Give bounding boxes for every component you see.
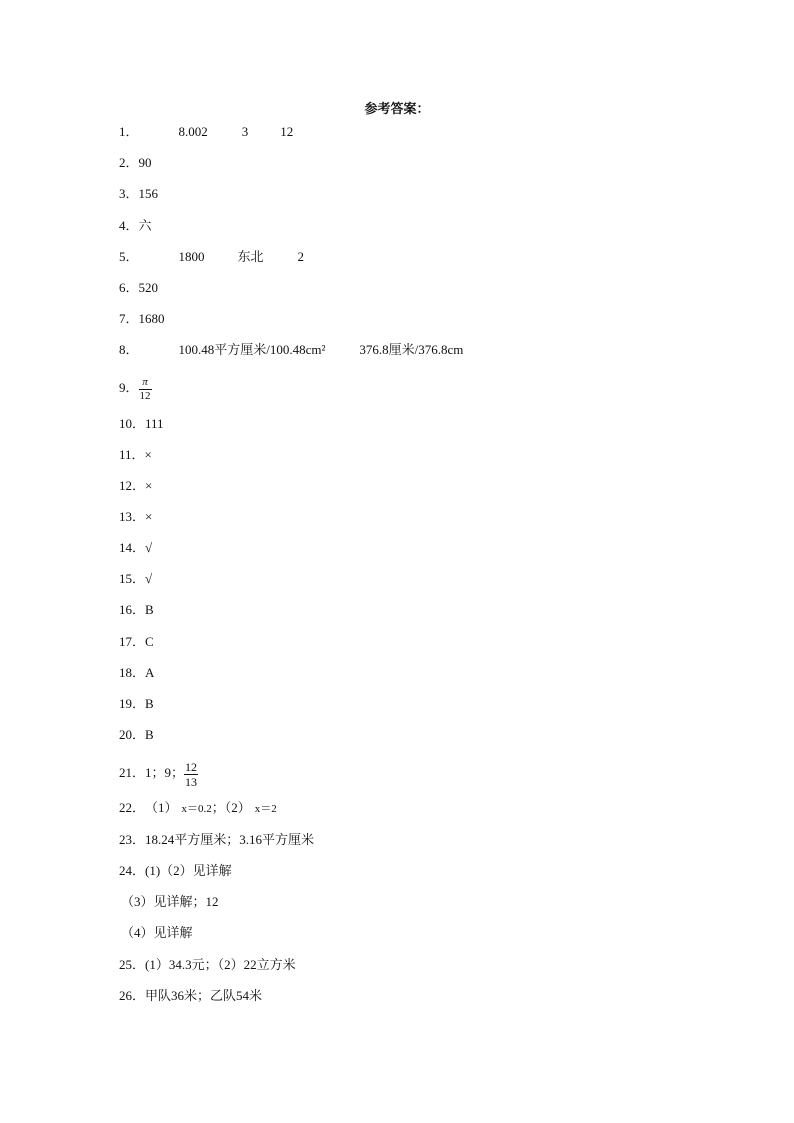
answer-16 (119, 600, 154, 620)
fraction-numerator: π (139, 376, 152, 390)
answer-number: 3． (119, 186, 139, 201)
answer-value: √ (145, 540, 153, 555)
answer-value: 18.24平方厘米；3.16平方厘米 (145, 832, 315, 847)
answer-10 (119, 414, 164, 434)
answer-value: × (144, 447, 152, 462)
answer-number: 18． (119, 665, 146, 680)
answer-number: 6． (119, 280, 139, 295)
equation: x＝2 (254, 803, 277, 815)
answer-21 (119, 757, 198, 789)
answer-value: B (145, 602, 154, 617)
answer-value: 1；9； (145, 765, 185, 780)
answer-value: 111 (145, 416, 164, 431)
answer-number: 19． (119, 696, 146, 711)
answer-value: (1）34.3元；（2）22立方米 (145, 957, 296, 972)
answer-number: 4． (119, 218, 139, 233)
answer-8 (119, 340, 463, 360)
answer-number: 1． (119, 124, 139, 139)
answer-number: 16． (119, 602, 146, 617)
answer-number: 23． (119, 832, 146, 847)
answer-number: 9． (119, 380, 139, 395)
answer-value: 100.48平方厘米/100.48cm² (178, 342, 326, 357)
equation: x＝0.2 (181, 803, 212, 815)
answer-18 (119, 663, 154, 683)
answer-22 (119, 798, 277, 818)
answer-value: 156 (138, 186, 159, 201)
fraction-denominator: 13 (185, 774, 198, 789)
answer-number: 22． (119, 800, 146, 815)
answer-value: 12 (280, 124, 294, 139)
answer-value: 8.002 (178, 124, 208, 139)
answer-value: 520 (138, 280, 159, 295)
answer-number: 8． (119, 342, 139, 357)
answer-part: （1） (145, 800, 178, 815)
answer-value: 90 (138, 155, 152, 170)
answer-15 (119, 569, 152, 589)
answer-number: 21． (119, 765, 146, 780)
answer-number: 15． (119, 571, 146, 586)
answer-number: 11． (119, 447, 145, 462)
answer-value: (1)（2）见详解 (145, 863, 232, 878)
fraction-denominator: 12 (139, 389, 151, 402)
answer-number: 13． (119, 509, 146, 524)
answer-value: 2 (297, 249, 305, 264)
answer-value: 3 (241, 124, 249, 139)
answer-number: 25． (119, 957, 146, 972)
answer-26 (119, 986, 262, 1006)
answer-13 (119, 507, 152, 527)
answer-24-line-3: （4）见详解 (121, 925, 193, 940)
answer-value: B (145, 696, 154, 711)
answer-value: × (145, 478, 153, 493)
answer-24 (119, 861, 232, 881)
answer-6 (119, 278, 158, 298)
answer-4 (119, 216, 152, 236)
answer-11 (119, 445, 152, 465)
answer-number: 7． (119, 311, 139, 326)
answer-number: 24． (119, 863, 146, 878)
fraction (139, 376, 152, 403)
answer-5 (119, 247, 304, 267)
answer-17 (119, 632, 154, 652)
answer-value: 1680 (138, 311, 165, 326)
answer-1 (119, 122, 293, 142)
answer-24-line-2: （3）见详解；12 (121, 894, 219, 909)
answer-number: 14． (119, 540, 146, 555)
answer-number: 17． (119, 634, 146, 649)
answer-number: 12． (119, 478, 146, 493)
answer-value: C (145, 634, 154, 649)
answer-9 (119, 374, 152, 402)
fraction (184, 760, 198, 789)
answer-number: 2． (119, 155, 139, 170)
answer-key-title: 参考答案： (364, 101, 430, 116)
fraction-numerator: 12 (185, 759, 198, 774)
answer-number: 5． (119, 249, 139, 264)
answer-12 (119, 476, 152, 496)
answer-number: 26． (119, 988, 146, 1003)
answer-14 (119, 538, 152, 558)
answer-number: 10． (119, 416, 146, 431)
answer-value: 六 (138, 218, 152, 233)
answer-value: 东北 (237, 249, 264, 264)
answer-value: A (145, 665, 155, 680)
answer-7 (119, 309, 165, 329)
answer-value: 1800 (178, 249, 205, 264)
answer-value: 376.8厘米/376.8cm (359, 342, 464, 357)
answer-25 (119, 955, 296, 975)
answer-3 (119, 184, 158, 204)
answer-value: B (145, 727, 154, 742)
answer-2 (119, 153, 152, 173)
answer-23 (119, 830, 314, 850)
answer-value: √ (145, 571, 153, 586)
answer-value: × (145, 509, 153, 524)
answer-value: 甲队36米；乙队54米 (145, 988, 263, 1003)
answer-part: ；（2） (211, 800, 251, 815)
answer-20 (119, 725, 154, 745)
answer-19 (119, 694, 154, 714)
answer-number: 20． (119, 727, 146, 742)
